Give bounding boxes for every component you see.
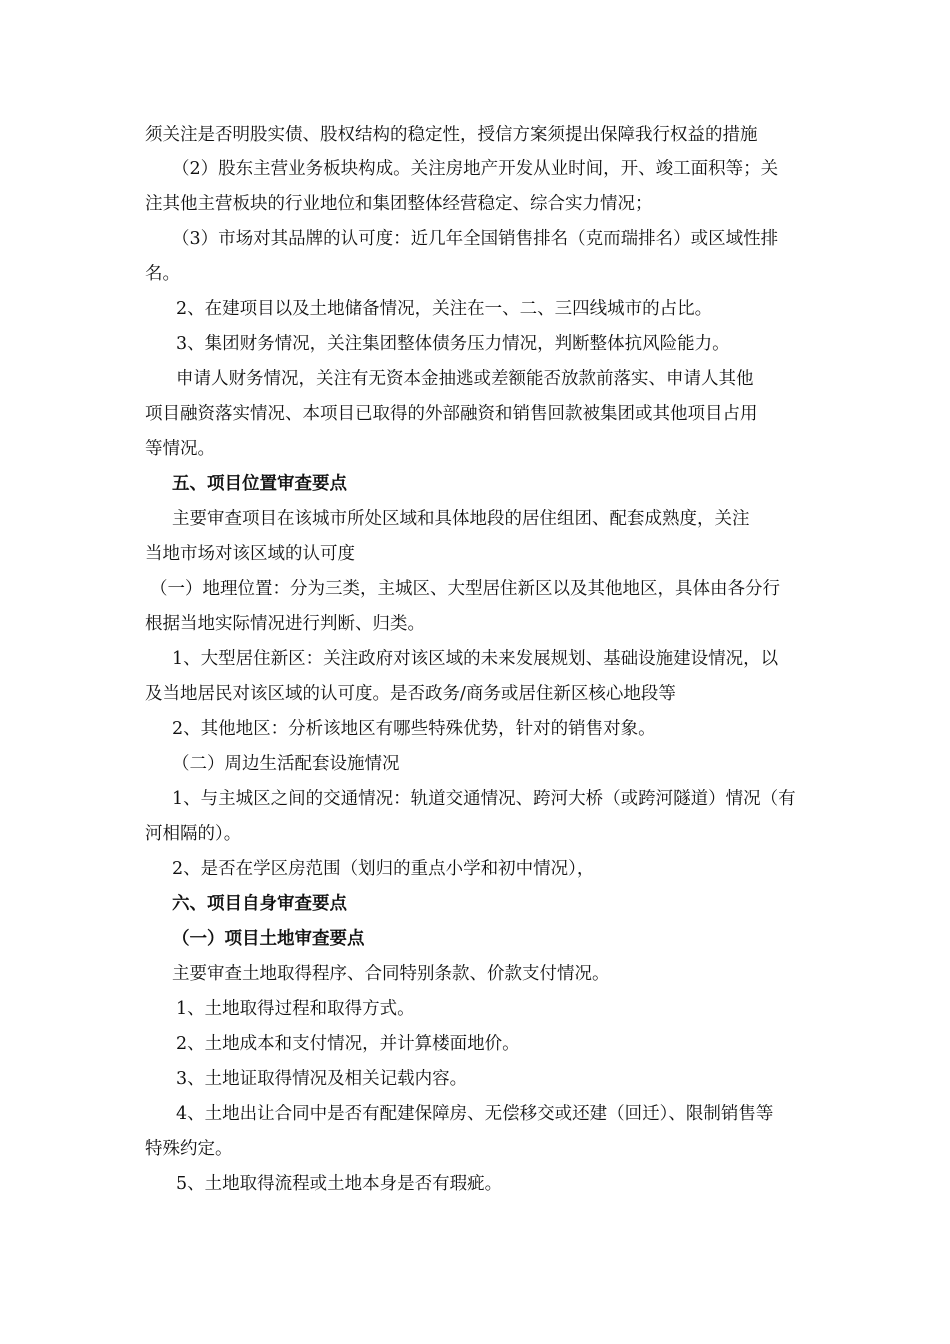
paragraph-line: 主要审查项目在该城市所处区域和具体地段的居住组团、配套成熟度，关注 [172,509,750,529]
paragraph-line: 2、在建项目以及土地储备情况，关注在一、二、三四线城市的占比。 [176,299,713,319]
paragraph-line: 须关注是否明股实债、股权结构的稳定性，授信方案须提出保障我行权益的措施 [145,125,758,145]
paragraph-line: （3）市场对其品牌的认可度：近几年全国销售排名（克而瑞排名）或区域性排 [172,229,779,249]
paragraph-line: 2、其他地区：分析该地区有哪些特殊优势，针对的销售对象。 [172,719,656,739]
paragraph-line: 1、与主城区之间的交通情况：轨道交通情况、跨河大桥（或跨河隧道）情况（有 [172,789,796,809]
list-item: 4、土地出让合同中是否有配建保障房、无偿移交或还建（回迁）、限制销售等 [176,1104,774,1124]
list-item: 2、土地成本和支付情况，并计算楼面地价。 [176,1034,520,1054]
paragraph-line: 及当地居民对该区域的认可度。是否政务/商务或居住新区核心地段等 [145,684,676,704]
paragraph-line: 河相隔的）。 [145,824,242,844]
paragraph-line: 名。 [145,264,180,284]
paragraph-line: 项目融资落实情况、本项目已取得的外部融资和销售回款被集团或其他项目占用 [145,404,758,424]
paragraph-line: 注其他主营板块的行业地位和集团整体经营稳定、综合实力情况； [145,194,653,214]
paragraph-line: 特殊约定。 [145,1139,233,1159]
paragraph-line: 主要审查土地取得程序、合同特别条款、价款支付情况。 [172,964,610,984]
section-heading: 五、项目位置审查要点 [172,474,347,494]
paragraph-line: 当地市场对该区域的认可度 [145,544,355,564]
subsection-heading: （二）周边生活配套设施情况 [172,754,400,774]
paragraph-line: （一）地理位置：分为三类，主城区、大型居住新区以及其他地区，具体由各分行 [150,579,780,599]
section-heading: 六、项目自身审查要点 [172,894,347,914]
list-item: 1、土地取得过程和取得方式。 [176,999,415,1019]
paragraph-line: 等情况。 [145,439,215,459]
paragraph-line: 根据当地实际情况进行判断、归类。 [145,614,425,634]
subsection-heading: （一）项目土地审查要点 [172,929,365,949]
paragraph-line: 1、大型居住新区：关注政府对该区域的未来发展规划、基础设施建设情况，以 [172,649,779,669]
list-item: 3、土地证取得情况及相关记载内容。 [176,1069,468,1089]
paragraph-line: （2）股东主营业务板块构成。关注房地产开发从业时间，开、竣工面积等；关 [172,159,779,179]
paragraph-line: 2、是否在学区房范围（划归的重点小学和初中情况）， [172,859,595,879]
paragraph-line: 3、集团财务情况，关注集团整体债务压力情况，判断整体抗风险能力。 [176,334,730,354]
list-item: 5、土地取得流程或土地本身是否有瑕疵。 [176,1174,503,1194]
paragraph-line: 申请人财务情况，关注有无资本金抽逃或差额能否放款前落实、申请人其他 [176,369,754,389]
